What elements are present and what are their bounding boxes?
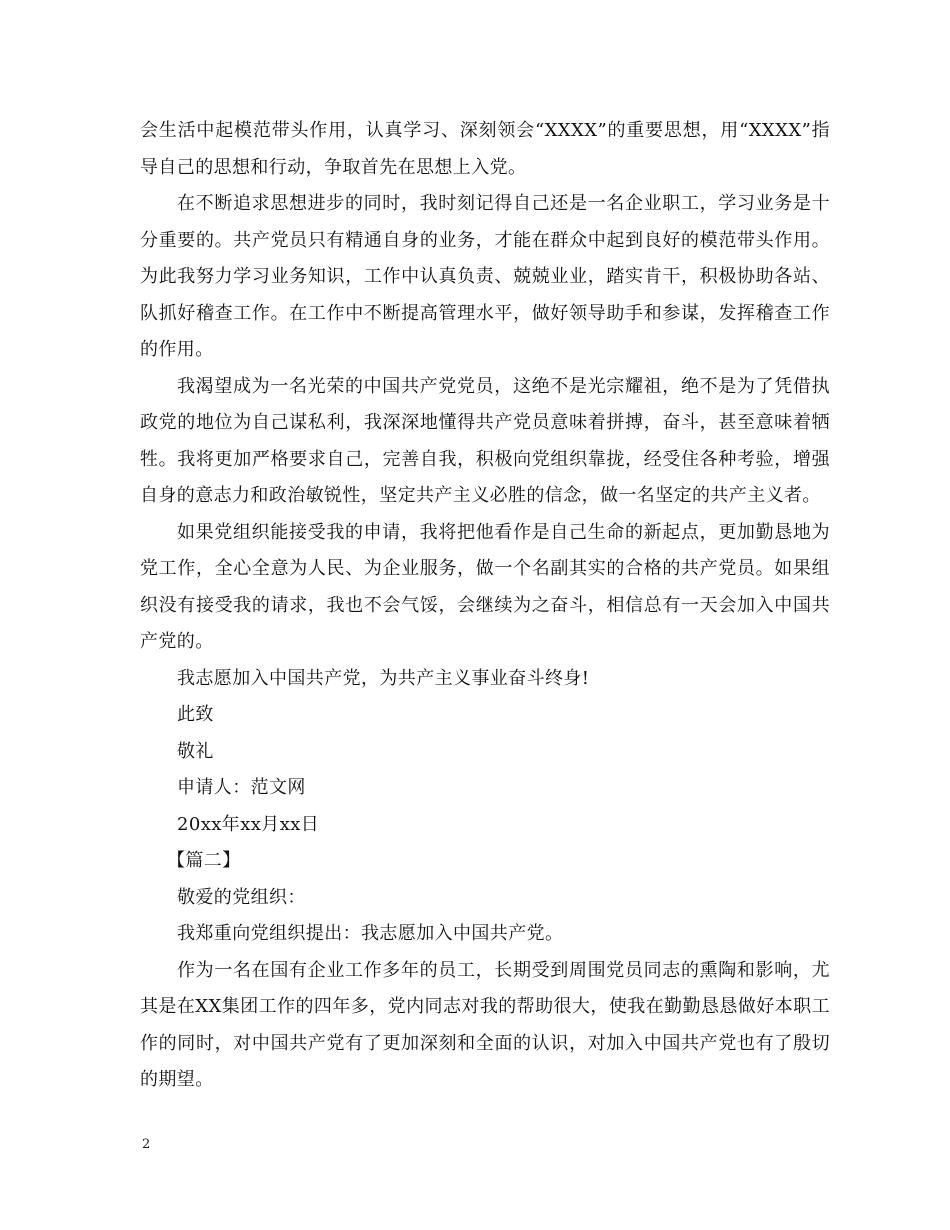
paragraph-business-study: 在不断追求思想进步的同时，我时刻记得自己还是一名企业职工，学习业务是十分重要的。共产党员只有精通自身的业务，才能在群众中起到良好的模范带头作用。为此我努力学习业务知识，工作中认真负责、兢兢业业，踏实肯干，积极协助各站、队抓好稽查工作。在工作中不断提高管理水平，做好领导助手和参谋，发挥稽查工作的作用。 (140, 193, 830, 360)
applicant-signature: 申请人：范文网 (177, 777, 306, 798)
date-line: 20xx年xx月xx日 (177, 813, 320, 835)
closing-salutation: 此致 (177, 704, 214, 725)
paragraph-employee-background: 作为一名在国有企业工作多年的员工，长期受到周围党员同志的熏陶和影响，尤其是在XX集团工作的四年多，党内同志对我的帮助很大，使我在勤勤恳恳做好本职工作的同时，对中国共产党有了更加深刻和全面的认识，对加入中国共产党也有了殷切的期望。 (140, 959, 830, 1090)
greeting-line: 敬爱的党组织： (177, 886, 306, 908)
paragraph-aspiration: 我渴望成为一名光荣的中国共产党党员，这绝不是光宗耀祖，绝不是为了凭借执政党的地位为自己谋私利，我深深地懂得共产党员意味着拼搏，奋斗，甚至意味着牺牲。我将更加严格要求自己，完善自我，积极向党组织靠拢，经受住各种考验，增强自身的意志力和政治敏锐性，坚定共产主义必胜的信念，做一名坚定的共产主义者。 (140, 375, 830, 506)
paragraph-continuation: 会生活中起模范带头作用，认真学习、深刻领会“XXXX”的重要思想，用“XXXX”指导自己的思想和行动，争取首先在思想上入党。 (140, 120, 830, 178)
paragraph-acceptance: 如果党组织能接受我的申请，我将把他看作是自己生命的新起点，更加勤恳地为党工作，全心全意为人民、为企业服务，做一个名副其实的合格的共产党员。如果组织没有接受我的请求，我也不会气馁，会继续为之奋斗，相信总有一天会加入中国共产党的。 (140, 521, 830, 652)
statement-line: 我郑重向党组织提出：我志愿加入中国共产党。 (177, 923, 564, 944)
section-heading-part-two: 【篇二】 (167, 850, 241, 871)
paragraph-pledge: 我志愿加入中国共产党，为共产主义事业奋斗终身! (177, 667, 590, 689)
page-number: 2 (142, 1137, 151, 1152)
document-body (140, 113, 830, 1099)
closing-regards: 敬礼 (177, 740, 214, 762)
